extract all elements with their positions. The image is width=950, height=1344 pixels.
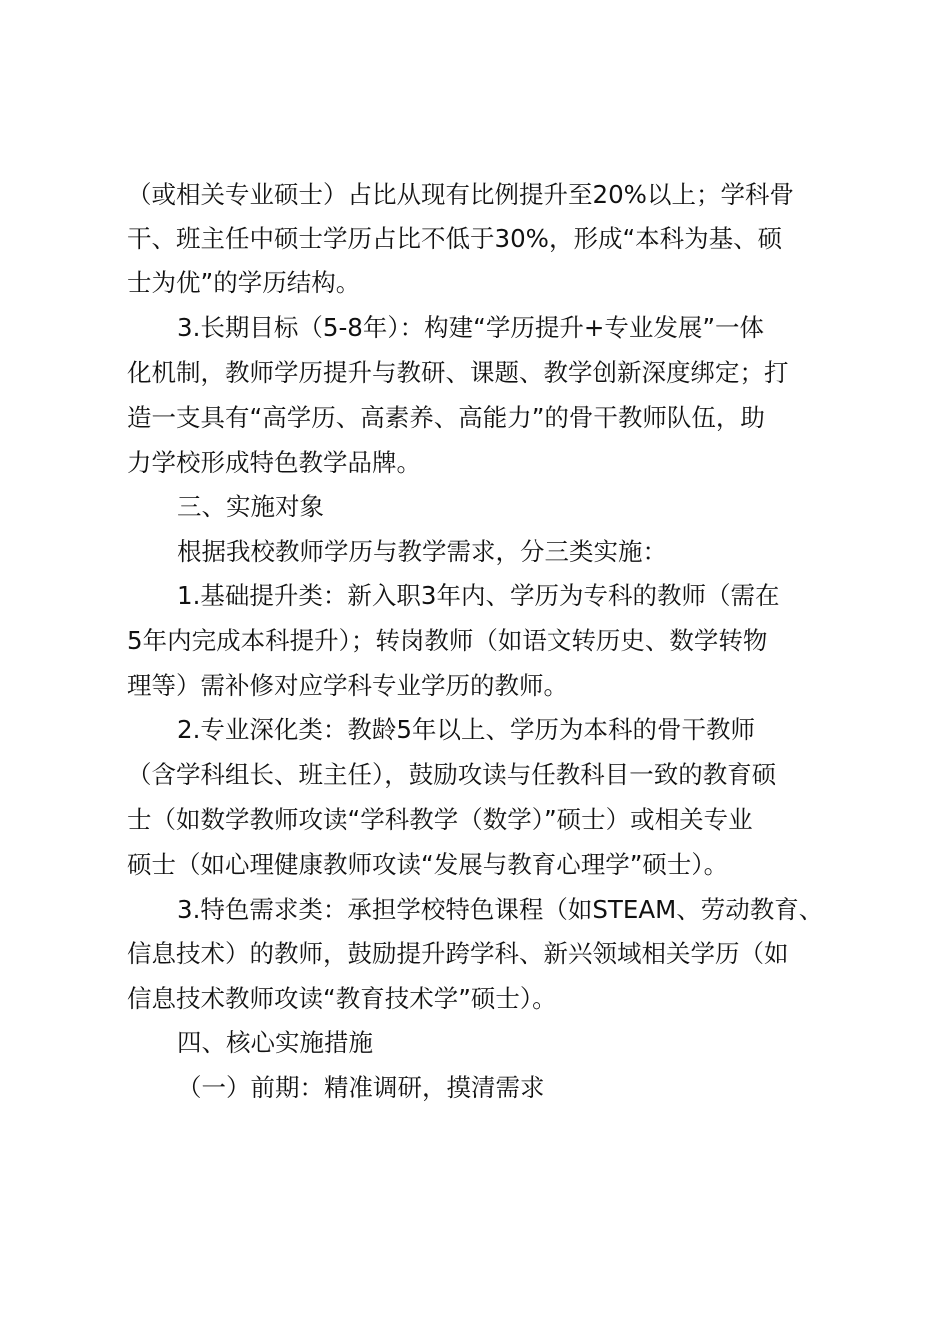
text-line: 3.特色需求类：承担学校特色课程（如STEAM、劳动教育、: [177, 895, 824, 924]
text-line: 士（如数学教师攻读“学科教学（数学）”硕士）或相关专业: [127, 805, 753, 834]
text-line: 信息技术）的教师，鼓励提升跨学科、新兴领域相关学历（如: [127, 939, 789, 968]
text-line: 造一支具有“高学历、高素养、高能力”的骨干教师队伍，助: [127, 403, 765, 432]
text-line: 信息技术教师攻读“教育技术学”硕士）。: [127, 984, 557, 1013]
subsection-heading: （一）前期：精准调研，摸清需求: [177, 1073, 545, 1102]
text-line: 理等）需补修对应学科专业学历的教师。: [127, 671, 568, 700]
text-line: 硕士（如心理健康教师攻读“发展与教育心理学”硕士）。: [127, 850, 729, 879]
text-line: 力学校形成特色教学品牌。: [127, 448, 421, 477]
text-line: 3.长期目标（5-8年）：构建“学历提升+专业发展”一体: [177, 313, 765, 342]
text-line: （含学科组长、班主任），鼓励攻读与任教科目一致的教育硕: [127, 760, 777, 789]
text-line: 根据我校教师学历与教学需求，分三类实施：: [177, 537, 667, 566]
text-line: 5年内完成本科提升）；转岗教师（如语文转历史、数学转物: [127, 626, 768, 655]
text-line: 士为优”的学历结构。: [127, 268, 361, 297]
text-line: 1.基础提升类：新入职3年内、学历为专科的教师（需在: [177, 581, 780, 610]
text-line: （或相关专业硕士）占比从现有比例提升至20%以上；学科骨: [127, 180, 794, 209]
section-heading: 三、实施对象: [177, 492, 324, 521]
text-line: 2.专业深化类：教龄5年以上、学历为本科的骨干教师: [177, 715, 755, 744]
text-line: 干、班主任中硕士学历占比不低于30%，形成“本科为基、硕: [127, 224, 783, 253]
section-heading: 四、核心实施措施: [177, 1028, 373, 1057]
text-line: 化机制，教师学历提升与教研、课题、教学创新深度绑定；打: [127, 358, 789, 387]
